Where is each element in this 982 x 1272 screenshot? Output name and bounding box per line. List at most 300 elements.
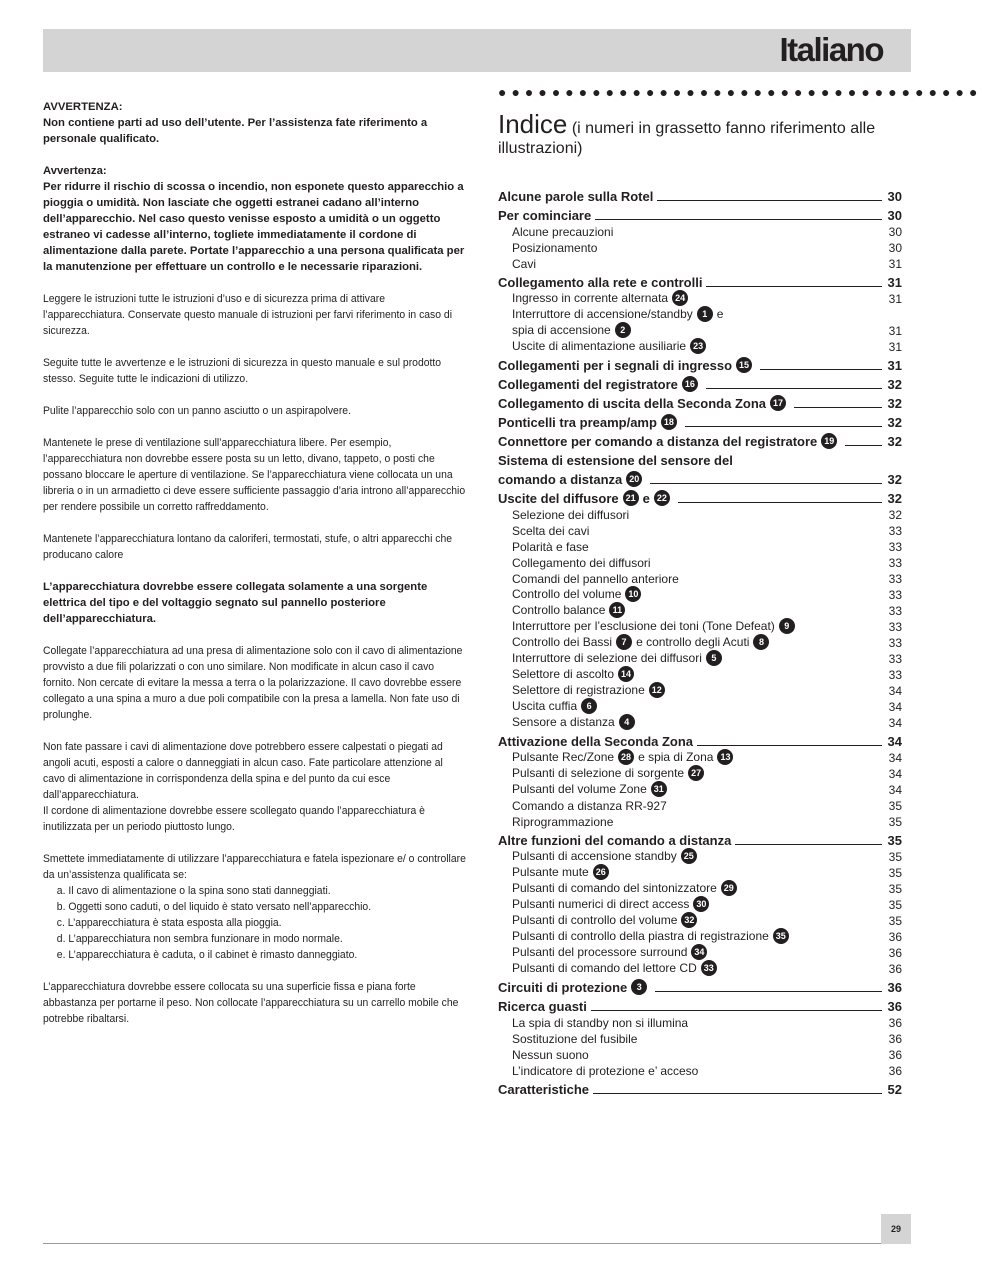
toc-entry-label — [498, 414, 681, 430]
toc-entry-label — [512, 880, 741, 896]
toc-page-number: 34 — [888, 700, 902, 714]
index-title: Indice — [498, 109, 568, 139]
toc-entry-text: Uscite del diffusore — [498, 490, 619, 506]
toc-page-number: 35 — [888, 850, 902, 864]
toc-entry-label — [512, 848, 701, 864]
illustration-number-badge: 7 — [616, 634, 632, 650]
warning-text: Non contiene parti ad uso dell’utente. Per l’assistenza fate riferimento a personale qualificato. — [43, 117, 428, 145]
toc-page-number: 33 — [888, 524, 902, 538]
toc-page-number: 33 — [888, 636, 902, 650]
toc-subsection — [498, 618, 902, 634]
toc-subsection — [498, 1046, 902, 1062]
illustration-number-badge: 14 — [618, 666, 634, 682]
toc-entry-label — [512, 944, 711, 960]
toc-section — [498, 976, 902, 995]
toc-entry-text: Sistema di estensione del sensore del — [498, 453, 733, 468]
list-item: d. L’apparecchiatura non sembra funzionare in modo normale. — [56, 933, 343, 945]
toc-entry-label — [512, 650, 726, 666]
illustration-number-badge: 32 — [681, 912, 697, 928]
toc-subsection — [498, 944, 902, 960]
toc-entry-text: Interruttore di accensione/standby — [512, 307, 693, 321]
toc-subsection — [498, 749, 902, 765]
toc-subsection — [498, 602, 902, 618]
toc-page-number: 36 — [888, 946, 902, 960]
illustration-number-badge: 4 — [619, 714, 635, 730]
toc-entry-label — [512, 508, 629, 522]
toc-subsection — [498, 848, 902, 864]
illustration-number-badge: 29 — [721, 880, 737, 896]
toc-entry-label — [498, 833, 731, 848]
toc-subsection — [498, 797, 902, 813]
toc-entry-text: La spia di standby non si illumina — [512, 1016, 689, 1030]
toc-page-number: 31 — [888, 257, 902, 271]
toc-page-number: 34 — [888, 751, 902, 765]
toc-subsection — [498, 522, 902, 538]
toc-page-number: 32 — [887, 396, 902, 411]
dotted-divider: ●●●●●●●●●●●●●●●●●●●●●●●●●●●●●●●●●●●● — [498, 84, 982, 100]
toc-entry-text: Uscita cuffia — [512, 699, 578, 713]
toc-entry-text: Pulsanti di accensione standby — [512, 849, 677, 863]
toc-entry-label — [512, 912, 701, 928]
toc-subsection — [498, 896, 902, 912]
list-item: a. Il cavo di alimentazione o la spina sono stati danneggiati. — [56, 885, 331, 897]
toc-entry-text: Attivazione della Seconda Zona — [498, 734, 694, 749]
toc-subsection — [498, 650, 902, 666]
toc-entry-label — [512, 1048, 589, 1062]
toc-page-number: 34 — [887, 734, 902, 749]
toc-page-number: 32 — [887, 491, 902, 506]
toc-entry-text-continued: e — [642, 490, 650, 506]
toc-section — [498, 392, 902, 411]
toc-section — [498, 204, 902, 223]
toc-page-number: 35 — [888, 799, 902, 813]
toc-subsection — [498, 864, 902, 880]
toc-entry-label — [498, 208, 591, 223]
toc-leader-line — [794, 407, 882, 408]
toc-page-number: 33 — [888, 588, 902, 602]
cord-routing-text: Non fate passare i cavi di alimentazione dove potrebbero essere calpestati o piegati ad angoli acuti, esposti a calore o danneggiati in alcun caso. Fate particolare attenzione al cavo di alimentazione in corrispondenza della spina e del punto da cui esce dall’apparecchiatura. — [43, 741, 443, 801]
toc-subsection — [498, 912, 902, 928]
toc-subsection — [498, 586, 902, 602]
toc-section — [498, 411, 902, 430]
toc-entry-label — [498, 734, 693, 749]
toc-entry-text: Selettore di ascolto — [512, 667, 615, 681]
toc-entry-label — [512, 960, 721, 976]
illustration-number-badge: 22 — [654, 490, 670, 506]
toc-entry-label — [498, 275, 702, 290]
illustration-number-badge: 28 — [618, 749, 634, 765]
toc-entry-text: Pulsanti del volume Zone — [512, 782, 647, 796]
toc-entry-text-continued: e controllo degli Acuti — [636, 635, 750, 649]
toc-subsection — [498, 338, 902, 354]
toc-leader-line — [595, 219, 882, 220]
toc-entry-text: Ponticelli tra preamp/amp — [498, 414, 657, 430]
toc-entry-label — [512, 864, 613, 880]
toc-entry-label — [512, 306, 723, 322]
toc-page-number: 31 — [888, 324, 902, 338]
toc-page-number: 33 — [888, 620, 902, 634]
toc-page-number: 35 — [887, 833, 902, 848]
toc-entry-label — [498, 395, 790, 411]
paragraph-cleaning: Pulite l’apparecchio solo con un panno asciutto o un aspirapolvere. — [43, 405, 351, 417]
toc-entry-text: Posizionamento — [512, 241, 598, 255]
toc-entry-label — [512, 241, 597, 255]
toc-entry-text: Pulsanti di comando del sintonizzatore — [512, 881, 717, 895]
toc-subsection — [498, 960, 902, 976]
toc-page-number: 34 — [888, 716, 902, 730]
toc-entry-text: Scelta dei cavi — [512, 524, 590, 538]
toc-entry-label — [512, 1064, 698, 1078]
toc-section — [498, 829, 902, 848]
toc-entry-text: Ingresso in corrente alternata — [512, 291, 669, 305]
page-number: 29 — [881, 1214, 911, 1244]
language-header-bar — [43, 29, 911, 72]
paragraph-service-conditions — [43, 851, 466, 963]
toc-entry-text: Pulsanti del processore surround — [512, 945, 688, 959]
illustration-number-badge: 10 — [625, 586, 641, 602]
toc-entry-text: Sensore a distanza — [512, 715, 615, 729]
toc-entry-text: Ricerca guasti — [498, 999, 587, 1014]
toc-entry-text: spia di accensione — [512, 323, 611, 337]
illustration-number-badge: 21 — [623, 490, 639, 506]
toc-leader-line — [657, 200, 882, 201]
toc-subsection — [498, 1030, 902, 1046]
toc-page-number: 36 — [888, 1048, 902, 1062]
toc-section — [498, 487, 902, 506]
illustration-number-badge: 5 — [706, 650, 722, 666]
toc-entry-label — [498, 189, 653, 204]
toc-entry-text: Pulsanti di comando del lettore CD — [512, 961, 697, 975]
toc-subsection — [498, 781, 902, 797]
toc-entry-label — [512, 257, 536, 271]
toc-page-number: 30 — [888, 241, 902, 255]
toc-section — [498, 430, 902, 449]
toc-entry-label — [512, 556, 651, 570]
toc-section — [498, 995, 902, 1014]
toc-entry-text: Sostituzione del fusibile — [512, 1032, 638, 1046]
toc-entry-label — [512, 799, 667, 813]
toc-entry-label — [498, 490, 674, 506]
toc-page-number: 32 — [887, 434, 902, 449]
toc-page-number: 30 — [887, 189, 902, 204]
toc-entry-text: Pulsanti di selezione di sorgente — [512, 766, 685, 780]
toc-entry-text: Pulsanti numerici di direct access — [512, 897, 690, 911]
toc-page-number: 32 — [888, 508, 902, 522]
illustration-number-badge: 1 — [697, 306, 713, 322]
illustration-number-badge: 17 — [770, 395, 786, 411]
toc-subsection — [498, 570, 902, 586]
toc-entry-text: Collegamenti per i segnali di ingresso — [498, 357, 733, 373]
illustration-number-badge: 27 — [688, 765, 704, 781]
toc-entry-text: Polarità e fase — [512, 540, 589, 554]
paragraph-ventilation: Mantenete le prese di ventilazione sull’apparecchiatura libere. Per esempio, l’apparecchiatura non dovrebbe essere posta su un letto, divano, tappeto, o posti che possano bloccare le aperture di ventilazione. Se l’apparecchiatura viene collocata un una libreria o in un armadietto ci deve essere sufficiente passaggio d’aria introno all’apparecchio per rendere possibile un corretto raffreddamento. — [43, 437, 466, 513]
illustration-number-badge: 6 — [581, 698, 597, 714]
toc-entry-label — [512, 540, 589, 554]
toc-entry-label — [512, 896, 713, 912]
toc-entry-label — [498, 1082, 589, 1097]
toc-section — [498, 468, 902, 487]
toc-entry-text: Pulsanti di controllo del volume — [512, 913, 678, 927]
toc-page-number: 35 — [888, 914, 902, 928]
list-item: e. L’apparecchiatura è caduta, o il cabinet è rimasto danneggiato. — [56, 949, 358, 961]
toc-subsection — [498, 634, 902, 650]
toc-page-number: 36 — [888, 930, 902, 944]
toc-leader-line — [650, 483, 882, 484]
toc-subsection — [498, 714, 902, 730]
toc-entry-text: Controllo del volume — [512, 587, 622, 601]
toc-page-number: 52 — [887, 1082, 902, 1097]
toc-entry-text: Pulsante Rec/Zone — [512, 750, 615, 764]
toc-entry-text: Controllo balance — [512, 603, 606, 617]
toc-entry-label — [512, 714, 639, 730]
toc-entry-text: Connettore per comando a distanza del registratore — [498, 433, 818, 449]
toc-entry-label — [512, 225, 613, 239]
toc-entry-label — [512, 928, 793, 944]
toc-subsection — [498, 239, 902, 255]
service-conditions-list — [43, 883, 466, 963]
toc-entry-label — [512, 749, 737, 765]
index-subtitle: (i numeri in grassetto fanno riferimento alle illustrazioni) — [498, 120, 876, 157]
toc-entry-label — [512, 682, 669, 698]
toc-subsection — [498, 880, 902, 896]
toc-page-number: 32 — [887, 377, 902, 392]
paragraph-heat: Mantenete l’apparecchiatura lontano da caloriferi, termostati, stufe, o altri apparecchi che producano calore — [43, 533, 453, 561]
toc-page-number: 35 — [888, 898, 902, 912]
toc-page-number: 36 — [887, 999, 902, 1014]
toc-entry-label — [512, 290, 692, 306]
toc-subsection — [498, 506, 902, 522]
toc-entry-label — [498, 999, 587, 1014]
toc-entry-text: Collegamento di uscita della Seconda Zona — [498, 395, 766, 411]
toc-entry-text: Caratteristiche — [498, 1082, 590, 1097]
toc-entry-label — [512, 338, 710, 354]
toc-page-number: 33 — [888, 668, 902, 682]
toc-subsection — [498, 290, 902, 306]
toc-entry-text: Riprogrammazione — [512, 815, 614, 829]
toc-entry-text: Controllo dei Bassi — [512, 635, 613, 649]
illustration-number-badge: 25 — [681, 848, 697, 864]
paragraph-power-source: L’apparecchiatura dovrebbe essere collegata solamente a una sorgente elettrica del tipo e del voltaggio segnato sul pannello posteriore dell’apparecchiatura. — [43, 581, 428, 625]
toc-subsection — [498, 223, 902, 239]
toc-entry-text: Interruttore per l’esclusione dei toni (Tone Defeat) — [512, 619, 775, 633]
index-heading — [498, 109, 928, 159]
toc-entry-label — [512, 1032, 637, 1046]
toc-entry-text: Comandi del pannello anteriore — [512, 572, 679, 586]
list-item: b. Oggetti sono caduti, o del liquido è stato versato nell’apparecchio. — [56, 901, 372, 913]
illustration-number-badge: 16 — [682, 376, 698, 392]
toc-entry-text: Uscite di alimentazione ausiliarie — [512, 339, 687, 353]
toc-entry-text-continued: e spia di Zona — [638, 750, 714, 764]
toc-page-number: 33 — [888, 572, 902, 586]
toc-subsection — [498, 765, 902, 781]
toc-subsection — [498, 255, 902, 271]
illustration-number-badge: 30 — [693, 896, 709, 912]
toc-page-number: 35 — [888, 882, 902, 896]
caution-block — [43, 163, 465, 275]
toc-page-number: 31 — [888, 340, 902, 354]
toc-page-number: 34 — [888, 767, 902, 781]
toc-leader-line — [706, 286, 882, 287]
toc-leader-line — [697, 745, 882, 746]
toc-entry-label — [498, 453, 733, 468]
toc-leader-line — [735, 844, 882, 845]
toc-entry-label — [512, 322, 635, 338]
footer-rule — [43, 1243, 911, 1244]
toc-entry-label — [512, 781, 671, 797]
toc-page-number: 32 — [887, 472, 902, 487]
toc-entry-text: Selezione dei diffusori — [512, 508, 630, 522]
toc-page-number: 33 — [888, 540, 902, 554]
illustration-number-badge: 23 — [690, 338, 706, 354]
toc-entry-text: Comando a distanza RR-927 — [512, 799, 667, 813]
toc-entry-text: L’indicatore di protezione e’ acceso — [512, 1064, 699, 1078]
toc-section — [498, 185, 902, 204]
toc-subsection — [498, 1062, 902, 1078]
toc-leader-line — [706, 388, 882, 389]
toc-page-number: 32 — [887, 415, 902, 430]
toc-subsection — [498, 1014, 902, 1030]
illustration-number-badge: 13 — [717, 749, 733, 765]
toc-section — [498, 730, 902, 749]
table-of-contents — [498, 185, 902, 1097]
toc-page-number: 36 — [888, 1032, 902, 1046]
toc-entry-text: Pulsante mute — [512, 865, 589, 879]
toc-subsection — [498, 928, 902, 944]
toc-entry-label — [512, 602, 629, 618]
illustration-number-badge: 19 — [821, 433, 837, 449]
paragraph-placement: L’apparecchiatura dovrebbe essere collocata su una superficie fissa e piana forte abbastanza per portarne il peso. Non collocate l’apparecchiatura su un carrello mobile che potrebbe ribaltarsi. — [43, 981, 459, 1025]
safety-instructions — [43, 99, 465, 1043]
toc-entry-text: Circuiti di protezione — [498, 979, 628, 995]
warning-title: AVVERTENZA: — [43, 101, 123, 113]
illustration-number-badge: 35 — [773, 928, 789, 944]
list-item: c. L’apparecchiatura è stata esposta alla pioggia. — [56, 917, 282, 929]
illustration-number-badge: 34 — [691, 944, 707, 960]
toc-page-number: 35 — [888, 815, 902, 829]
toc-page-number: 36 — [887, 980, 902, 995]
illustration-number-badge: 8 — [753, 634, 769, 650]
toc-entry-label — [512, 586, 645, 602]
toc-page-number: 33 — [888, 556, 902, 570]
toc-entry-label — [498, 471, 646, 487]
toc-subsection — [498, 306, 902, 322]
paragraph-power-cord: Collegate l’apparecchiatura ad una presa di alimentazione solo con il cavo di alimentazione provvisto a due fili polarizzati o con uno similare. Non modificate in alcun caso il cavo fornito. Non cercate di evitare la messa a terra o la polarizzazione. Il cavo dovrebbe essere collegato a una spina a muro a due poli compatibile con la presa a lamella. Non fate uso di prolunghe. — [43, 645, 463, 721]
toc-entry-text: Collegamento alla rete e controlli — [498, 275, 703, 290]
toc-leader-line — [655, 991, 882, 992]
toc-entry-text-continued: e — [716, 307, 724, 321]
toc-page-number: 36 — [888, 1064, 902, 1078]
toc-entry-text: Collegamento dei diffusori — [512, 556, 651, 570]
caution-title: Avvertenza: — [43, 165, 107, 177]
illustration-number-badge: 2 — [615, 322, 631, 338]
toc-leader-line — [591, 1010, 882, 1011]
illustration-number-badge: 20 — [626, 471, 642, 487]
toc-page-number: 35 — [888, 866, 902, 880]
toc-entry-label — [512, 572, 679, 586]
toc-subsection — [498, 682, 902, 698]
illustration-number-badge: 12 — [649, 682, 665, 698]
toc-entry-label — [512, 524, 589, 538]
toc-entry-text: Nessun suono — [512, 1048, 589, 1062]
toc-subsection — [498, 538, 902, 554]
paragraph-follow-warnings: Seguite tutte le avvertenze e le istruzioni di sicurezza in questo manuale e sul prodotto stesso. Seguite tutte le indicazioni di utilizzo. — [43, 357, 442, 385]
paragraph-cord-routing — [43, 739, 466, 835]
toc-entry-label — [512, 765, 708, 781]
illustration-number-badge: 15 — [736, 357, 752, 373]
toc-entry-text: Per cominciare — [498, 208, 592, 223]
toc-entry-text: Pulsanti di controllo della piastra di registrazione — [512, 929, 769, 943]
toc-page-number: 34 — [888, 684, 902, 698]
service-conditions-text: Smettete immediatamente di utilizzare l’apparecchiatura e fatela ispezionare e/ o controllare da un’assistenza qualificata se: — [43, 853, 466, 881]
illustration-number-badge: 33 — [701, 960, 717, 976]
toc-page-number: 33 — [888, 652, 902, 666]
toc-page-number: 31 — [887, 358, 902, 373]
toc-entry-text: Alcune parole sulla Rotel — [498, 189, 654, 204]
language-title: Italiano — [779, 31, 883, 68]
toc-page-number: 33 — [888, 604, 902, 618]
toc-section — [498, 449, 902, 468]
toc-entry-text: comando a distanza — [498, 471, 623, 487]
toc-entry-text: Collegamenti del registratore — [498, 376, 678, 392]
toc-leader-line — [760, 369, 882, 370]
toc-page-number: 30 — [887, 208, 902, 223]
illustration-number-badge: 31 — [651, 781, 667, 797]
illustration-number-badge: 11 — [609, 602, 625, 618]
toc-leader-line — [678, 502, 882, 503]
toc-entry-text: Alcune precauzioni — [512, 225, 614, 239]
illustration-number-badge: 3 — [631, 979, 647, 995]
illustration-number-badge: 26 — [593, 864, 609, 880]
toc-subsection — [498, 813, 902, 829]
toc-entry-text: Cavi — [512, 257, 537, 271]
toc-subsection — [498, 698, 902, 714]
warning-block — [43, 99, 465, 147]
illustration-number-badge: 18 — [661, 414, 677, 430]
toc-entry-text: Selettore di registrazione — [512, 683, 645, 697]
illustration-number-badge: 24 — [672, 290, 688, 306]
paragraph-read-instructions: Leggere le istruzioni tutte le istruzioni d’uso e di sicurezza prima di attivare l’apparecchiatura. Conservate questo manuale di istruzioni per farvi riferimento in caso di sicurezza. — [43, 293, 453, 337]
toc-entry-text: Interruttore di selezione dei diffusori — [512, 651, 702, 665]
toc-subsection — [498, 322, 902, 338]
toc-leader-line — [593, 1093, 882, 1094]
toc-entry-label — [498, 433, 841, 449]
toc-entry-label — [498, 979, 651, 995]
toc-entry-text: Altre funzioni del comando a distanza — [498, 833, 732, 848]
toc-page-number: 34 — [888, 783, 902, 797]
cord-unplug-text: Il cordone di alimentazione dovrebbe essere scollegato quando l’apparecchiatura è inutilizzata per un periodo piuttosto lungo. — [43, 805, 425, 833]
toc-page-number: 36 — [888, 962, 902, 976]
toc-subsection — [498, 666, 902, 682]
toc-entry-label — [512, 618, 799, 634]
toc-section — [498, 271, 902, 290]
toc-leader-line — [685, 426, 882, 427]
illustration-number-badge: 9 — [779, 618, 795, 634]
toc-section — [498, 1078, 902, 1097]
toc-entry-label — [512, 698, 601, 714]
toc-leader-line — [845, 445, 882, 446]
toc-page-number: 30 — [888, 225, 902, 239]
toc-page-number: 36 — [888, 1016, 902, 1030]
toc-section — [498, 354, 902, 373]
toc-section — [498, 373, 902, 392]
toc-page-number: 31 — [887, 275, 902, 290]
toc-entry-label — [512, 1016, 688, 1030]
toc-entry-label — [512, 815, 613, 829]
toc-entry-label — [512, 666, 638, 682]
caution-text: Per ridurre il rischio di scossa o incendio, non esponete questo apparecchio a pioggia o umidità. Non lasciate che oggetti estranei cadano all’interno dell’apparecchio. Nel caso questo venisse esposto a umidità o un oggetto estraneo vi cadesse all’interno, togliete immediatamente il cordone di alimentazione dalla parete. Portate l’apparecchio a una persona qualificata per la manutenzione per effettuare un controllo e le necessarie riparazioni. — [43, 181, 465, 273]
toc-entry-label — [498, 357, 756, 373]
toc-entry-label — [498, 376, 702, 392]
